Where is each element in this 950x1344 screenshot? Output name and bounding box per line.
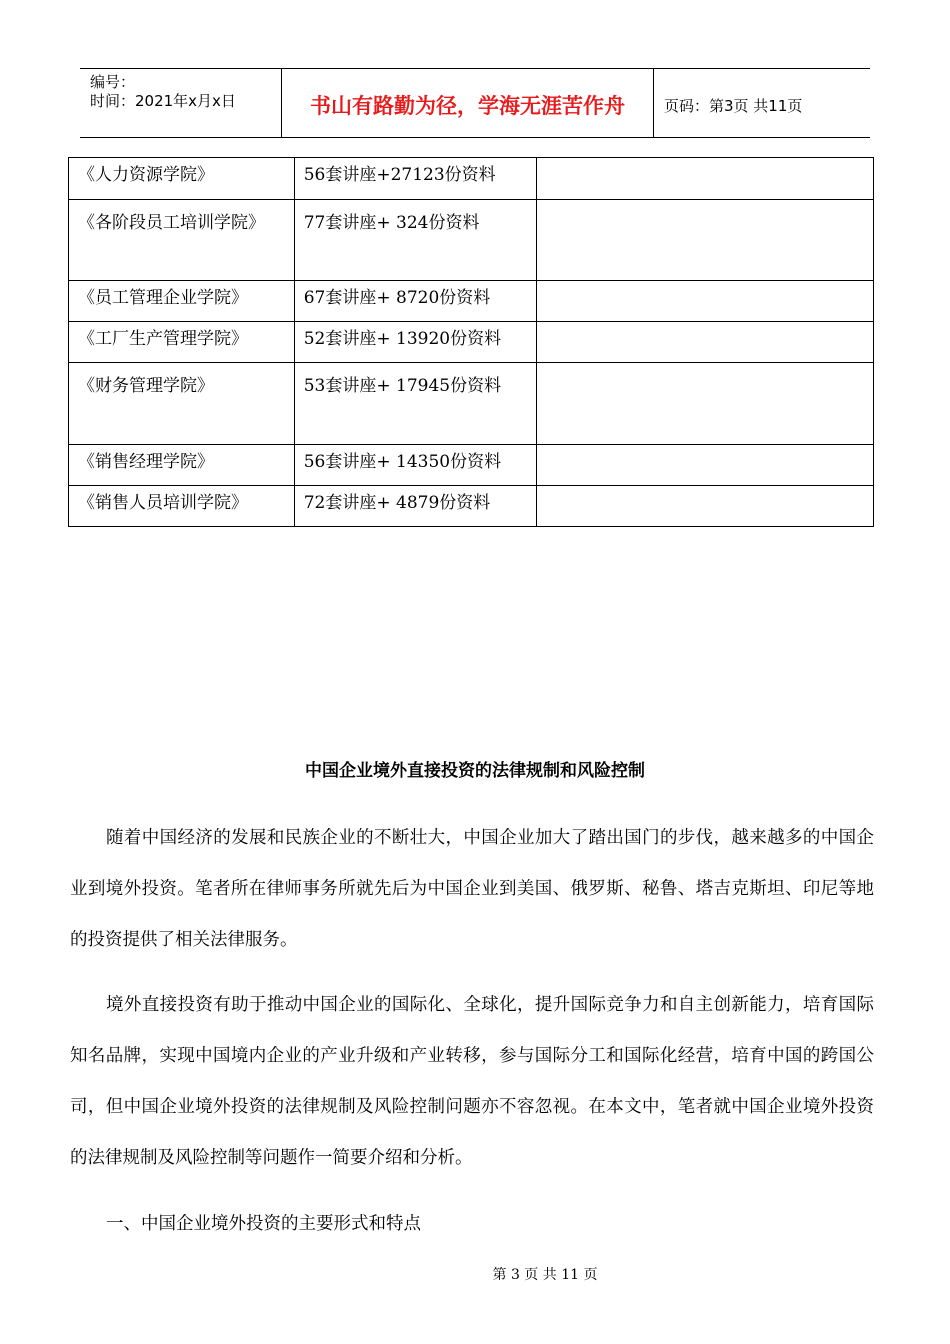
table-cell-empty [537,322,874,363]
table-cell-content: 53套讲座+ 17945份资料 [294,363,537,445]
table-cell-name: 《工厂生产管理学院》 [69,322,295,363]
table-cell-content: 56套讲座+ 14350份资料 [294,445,537,486]
table-row [69,445,874,486]
table-row [69,363,874,445]
table-cell-empty [537,281,874,322]
table-cell-name: 《销售人员培训学院》 [69,486,295,527]
table-cell-content: 52套讲座+ 13920份资料 [294,322,537,363]
table-cell-empty [537,445,874,486]
table-row [69,322,874,363]
table-cell-content: 56套讲座+27123份资料 [294,158,537,200]
table-cell-content: 67套讲座+ 8720份资料 [294,281,537,322]
table-cell-name: 《销售经理学院》 [69,445,295,486]
table-cell-empty [537,158,874,200]
table-cell-name: 《人力资源学院》 [69,158,295,200]
serial-number-label: 编号： [90,73,136,91]
date-label: 时间：2021年x月x日 [90,92,236,110]
table-cell-content: 77套讲座+ 324份资料 [294,200,537,281]
header-meta [80,69,282,137]
header-motto: 书山有路勤为径，学海无涯苦作舟 [282,69,654,137]
article-paragraph: 随着中国经济的发展和民族企业的不断壮大，中国企业加大了踏出国门的步伐，越来越多的中国企业到境外投资。笔者所在律师事务所就先后为中国企业到美国、俄罗斯、秘鲁、塔吉克斯坦、印尼等地的投资提供了相关法律服务。 [70,828,874,950]
table-row [69,158,874,200]
course-table [68,157,874,527]
header-page-info: 页码：第3页 共11页 [664,96,803,115]
page-header [80,68,870,138]
article-title: 中国企业境外直接投资的法律规制和风险控制 [305,761,645,781]
article-paragraph: 境外直接投资有助于推动中国企业的国际化、全球化，提升国际竞争力和自主创新能力，培育国际知名品牌，实现中国境内企业的产业升级和产业转移，参与国际分工和国际化经营，培育中国的跨国公司，但中国企业境外投资的法律规制及风险控制问题亦不容忽视。在本文中，笔者就中国企业境外投资的法律规制及风险控制等问题作一简要介绍和分析。 [70,995,874,1168]
table-row [69,200,874,281]
table-row [69,281,874,322]
section-heading: 一、中国企业境外投资的主要形式和特点 [106,1214,421,1234]
page-footer: 第 3 页 共 11 页 [492,1267,598,1283]
table-cell-empty [537,200,874,281]
table-cell-empty [537,363,874,445]
table-cell-name: 《各阶段员工培训学院》 [69,200,295,281]
table-cell-name: 《财务管理学院》 [69,363,295,445]
table-cell-empty [537,486,874,527]
table-row [69,486,874,527]
table-cell-content: 72套讲座+ 4879份资料 [294,486,537,527]
table-cell-name: 《员工管理企业学院》 [69,281,295,322]
